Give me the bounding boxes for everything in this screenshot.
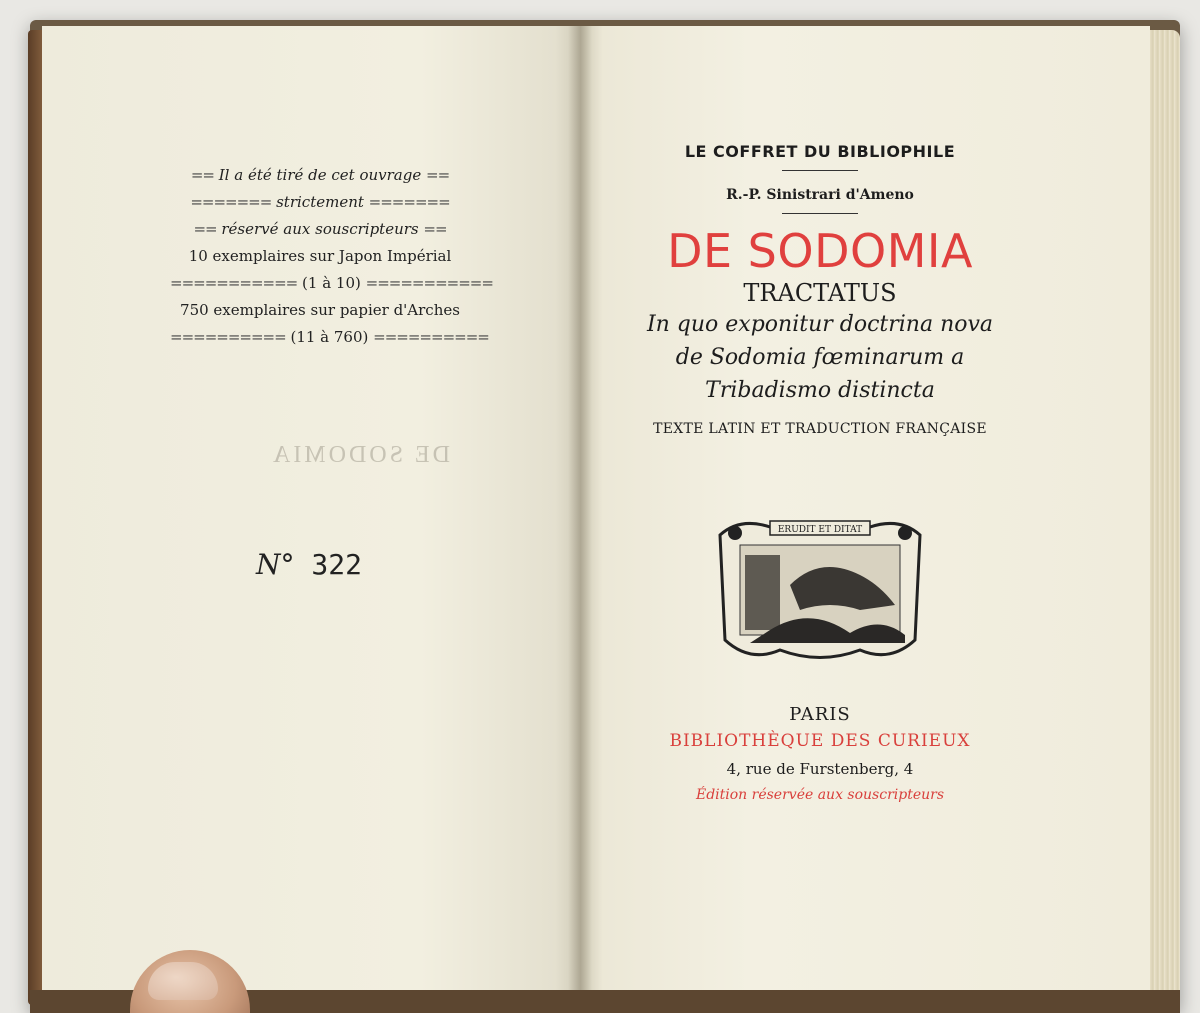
divider <box>782 170 858 171</box>
description-line: Tribadismo distincta <box>705 378 935 403</box>
colophon-line: ======= strictement ======= <box>190 193 450 211</box>
colophon-line: 10 exemplaires sur Japon Impérial <box>188 247 452 265</box>
vignette-motto: ERUDIT ET DITAT <box>777 525 863 535</box>
title-block <box>620 140 1020 441</box>
subtitle: TRACTATUS <box>743 279 897 307</box>
number-value: 322 <box>311 548 362 581</box>
divider <box>782 213 858 214</box>
copy-number <box>256 548 362 581</box>
imprint <box>620 702 1020 806</box>
colophon-line: == Il a été tiré de cet ouvrage == <box>190 166 450 184</box>
spine-gutter <box>568 26 592 1011</box>
printer-vignette <box>710 515 930 665</box>
colophon-line: ========== (11 à 760) ========== <box>170 328 489 346</box>
thumbnail-nail <box>148 962 218 1000</box>
address: 4, rue de Furstenberg, 4 <box>726 760 914 778</box>
show-through-text: DE SODOMIA <box>270 442 450 468</box>
author: R.-P. Sinistrari d'Ameno <box>726 187 914 203</box>
series-title: LE COFFRET DU BIBLIOPHILE <box>684 142 956 161</box>
colophon-line: == réservé aux souscripteurs == <box>193 220 447 238</box>
city: PARIS <box>789 704 851 725</box>
colophon-line: =========== (1 à 10) =========== <box>170 274 493 292</box>
publisher: BIBLIOTHÈQUE DES CURIEUX <box>669 731 971 751</box>
description-line: de Sodomia fœminarum a <box>675 345 965 370</box>
main-title: DE SODOMIA <box>667 224 973 278</box>
colophon-line: 750 exemplaires sur papier d'Arches <box>180 301 460 319</box>
description-line: In quo exponitur doctrina nova <box>646 312 994 337</box>
edition-note: Édition réservée aux souscripteurs <box>695 787 945 803</box>
colophon <box>170 162 493 351</box>
edition-text: TEXTE LATIN ET TRADUCTION FRANÇAISE <box>653 421 987 437</box>
number-prefix: N° <box>256 548 295 581</box>
